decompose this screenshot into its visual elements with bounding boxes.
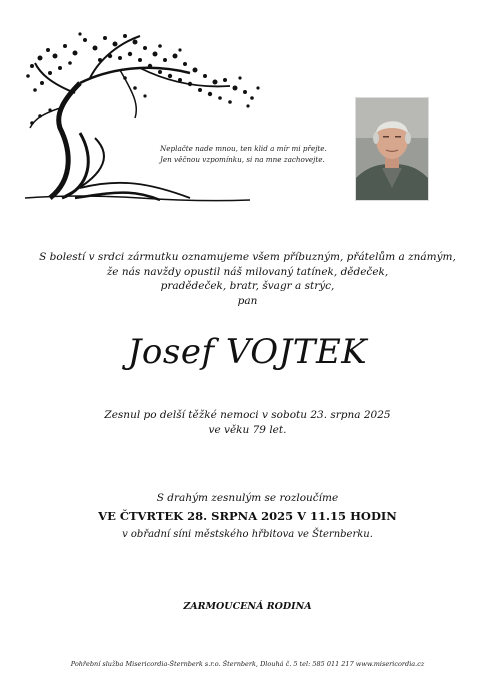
ceremony-datetime: VE ČTVRTEK 28. SRPNA 2025 V 11.15 HODIN: [98, 509, 397, 523]
age-line: ve věku 79 let.: [208, 424, 287, 436]
verse-line-1: Neplačte nade mnou, ten klid a mír mi přejte.: [160, 144, 327, 153]
family-signature: ZARMOUCENÁ RODINA: [183, 601, 312, 612]
deceased-name: Josef VOJTEK: [127, 332, 368, 372]
verse-line-2: Jen věčnou vzpomínku, si na mne zachovejte.: [160, 155, 325, 164]
announcement-line-3: pradědeček, bratr, švagr a strýc,: [160, 280, 335, 292]
deceased-portrait: [355, 97, 429, 201]
announcement-line-1: S bolestí v srdci zármutku oznamujeme všem příbuzným, přátelům a známým,: [39, 251, 456, 263]
death-notice: [0, 408, 495, 438]
memorial-verse: [160, 143, 360, 165]
announcement-line-4: pan: [237, 294, 258, 307]
ceremony-place: v obřadní síni městského hřbitova ve Šternberku.: [122, 529, 373, 540]
announcement-text: [0, 250, 495, 308]
funeral-service-footer: Pohřební služba Misericordia-Šternberk s.r.o. Šternberk, Dlouhá č. 5 tel: 585 011 217 www.misericordia.cz: [70, 660, 425, 668]
farewell-text: S drahým zesnulým se rozloučíme: [156, 492, 339, 504]
tree-illustration: [20, 28, 270, 208]
death-date-line: Zesnul po delší těžké nemoci v sobotu 23. srpna 2025: [104, 409, 391, 421]
announcement-line-2: že nás navždy opustil náš milovaný tatínek, dědeček,: [106, 265, 389, 278]
